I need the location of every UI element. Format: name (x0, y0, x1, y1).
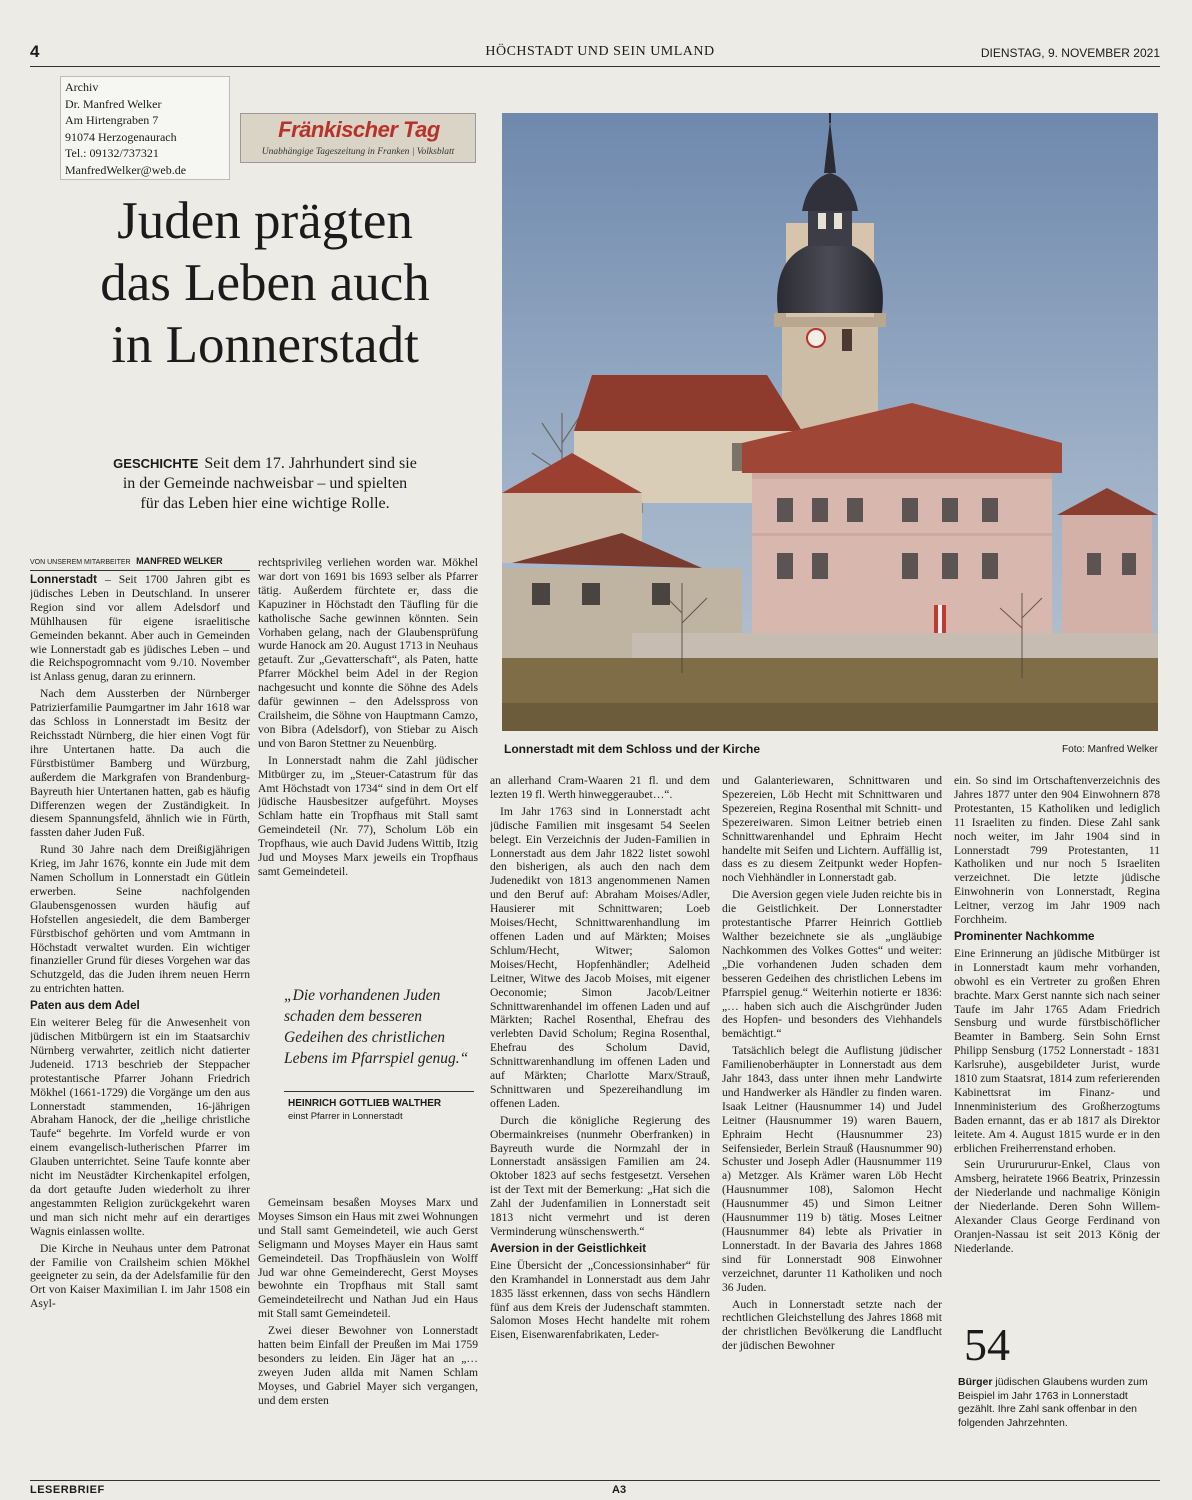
byline (30, 556, 223, 566)
footer-rule (30, 1480, 1160, 1481)
paragraph: In Lonnerstadt nahm die Zahl jüdischer Mitbürger zu, im „Steuer-Catastrum für das Amt Höchstadt von 1734“ sind in dem Ort elf jüdische Hausbesitzer aufgeführt. Moyses Schlam hatte ein Tropfhaus mit Stall samt Gemeindeteil (Nr. 77), Scholum Löb ein Tropfhaus, wie auch David Judens Wittib, Itzig Jud und Moyses Marx jeweils ein Tropfhaus samt Gemeindeteil. (258, 753, 478, 878)
deck-line: für das Leben hier eine wichtige Rolle. (140, 495, 390, 512)
quote-author: HEINRICH GOTTLIEB WALTHER (288, 1098, 442, 1109)
paragraph: Auch in Lonnerstadt setzte nach der rechtlichen Gleichstellung des Jahres 1868 mit der christlichen Bevölkerung die Landflucht der jüdischen Bewohner (722, 1297, 942, 1353)
paragraph: Tatsächlich belegt die Auflistung jüdischer Familienoberhäupter in Lonnerstadt aus dem Jahr 1843, dass unter ihnen mehr Landwirte und Handwerker als Händler zu finden waren. Isaak Leitner (Hausnummer 14) und Judel Leitner (Hausnummer 19) waren Bauern, Ephraim Hecht (Hausnummer 23) Seifensieder, Berlein Strauß (Hausnummer 90) Schuster und Joseph Adler (Hausnummer 119 a) Metzger. Als Krämer waren Löb Hecht (Hausnummer 108), Salomon Hecht (Hausnummer 45) und Simon Leitner (Hausnummer 119 b) tätig. Moses Leitner (Hausnummer 84) lebte als Privatier in Lonnerstadt. In der Bavaria des Jahres 1868 sind für Lonnerstadt 908 Einwohner verzeichnet, darunter 11 Katholiken und noch 36 Juden. (722, 1044, 942, 1294)
masthead-tagline: Unabhängige Tageszeitung in Franken | Volksblatt (261, 147, 455, 157)
byline-author: MANFRED WELKER (136, 556, 223, 566)
footer-left: LESERBRIEF (30, 1484, 105, 1496)
article-column-3 (490, 774, 710, 1474)
stamp-line: Archiv (65, 80, 99, 94)
photo-lonnerstadt-castle-church (502, 113, 1158, 731)
article-photo (502, 113, 1158, 731)
stamp-line: Tel.: 09132/737321 (65, 146, 159, 160)
fact-box (958, 1320, 1158, 1430)
paragraph: Ein weiterer Beleg für die Anwesenheit von jüdischen Mitbürgern ist ein im Staatsarchiv Nürnberg verwahrter, zeitlich nicht datierter Judeneid. 1713 beschrieb der Steppacher protestantische Pfarrer Johann Friedrich Mökhel (1661-1729) die Vorgänge um den aus Lonnerstadt stammenden, 16-jährigen Abraham Hanock, der die „heilige christliche Taufe“ begehrte. Im Vorfeld wurde er von einem evangelisch-lutherischen Pfarrer im Glauben unterrichtet. Seine Taufe konnte aber nicht im Neustädter Kirchenkapitel erfolgen, da dort getaufte Juden wiederholt zu ihrer angestammten Religion zurückgekehrt waren und man sich nicht mehr auf ein derartiges Wagnis einlassen wollte. (30, 1016, 250, 1238)
article-column-2b (258, 1196, 478, 1476)
subheading: Prominenter Nachkomme (954, 929, 1095, 943)
paragraph: ein. So sind im Ortschaftenverzeichnis des Jahres 1877 unter den 904 Einwohnern 878 Protestanten, 15 Katholiken und lediglich 11 Israeliten zu finden. Diese Zahl sank noch weiter, im Jahr 1904 sind in Lonnerstadt 799 Protestanten, 11 Katholiken und nur noch 5 Israeliten verzeichnet. Die letzte jüdische Einwohnerin von Lonnerstadt, Regina Leitner, verzog im Jahr 1909 nach Forchheim. (954, 774, 1160, 927)
paragraph: Lonnerstadt – Seit 1700 Jahren gibt es jüdisches Leben in Deutschland. In unserer Region sind vor allem Adelsdorf und Mühlhausen für eigene israelitische Gemeinden bekannt. Aber auch in Gemeinden wie Lonnerstadt gab es jüdisches Leben – und die Reichspogromnacht vom 9./10. November ist Anlass genug, daran zu erinnern. (30, 573, 250, 684)
paragraph: Rund 30 Jahre nach dem Dreißigjährigen Krieg, im Jahr 1676, konnte ein Jude mit dem Namen Schollum in Lonnerstadt ein Gütlein erwerben. Seine nachfolgenden Glaubensgenossen wurden häufig auf Hofstellen angesiedelt, die dem Bamberger Fürstbischof gehörten und vom Amtmann in Höchstadt verwaltet wurden. Ein wichtiger finanzieller Grund für dieses Vorgehen war das Schutzgeld, das die Juden ihrem neuen Herrn zu entrichten hatten. (30, 843, 250, 996)
subheading: Aversion in der Geistlichkeit (490, 1241, 647, 1255)
page-number: 4 (30, 42, 40, 61)
headline-line: Juden prägten (117, 192, 413, 250)
deck-line: in der Gemeinde nachweisbar – und spielten (122, 475, 408, 492)
masthead-name: Fränkischer Tag (278, 117, 440, 142)
article-column-2 (258, 556, 478, 974)
quote-rule (284, 1091, 474, 1092)
byline-prefix: VON UNSEREM MITARBEITER (30, 559, 131, 566)
paragraph: Gemeinsam besaßen Moyses Marx und Moyses Simson ein Haus mit zwei Wohnungen und Stall samt Gemeindeteil, wie auch Gerst Seligmann und Moyses Mayer ein Haus samt Gemeindeteil. Das Tropfhäuslein von Wolff Jud war ohne Gemeinderecht, Gerst Moyses bewohnte ein Tropfhaus mit Stall samt Gemeindeteilrecht und Nathan Jud ein Haus mit Stall samt Gemeindeteil. (258, 1196, 478, 1321)
fact-number: 54 (964, 1319, 1010, 1370)
paragraph: und Galanteriewaren, Schnittwaren und Spezereien, Löb Hecht mit Schnittwaren und Spezereien, Regina Rosenthal mit Schnitt- und Spezereiwaren. Simon Leitner betrieb einen Schnittwarenhandel und Ephraim Hecht handelte mit Seifen und Lichtern. Auffällig ist, dass es zu diesem Zeitpunkt weder Hopfen- noch Viehhändler in Lonnerstadt gab. (722, 774, 942, 885)
deck-kicker: GESCHICHTE (113, 456, 199, 471)
stamp-line: ManfredWelker@web.de (65, 162, 187, 177)
headline-line: in Lonnerstadt (111, 316, 419, 374)
paragraph: Die Kirche in Neuhaus unter dem Patronat der Familie von Crailsheim schien Mökhel geeigneter zu sein, da der Adelsfamilie für den Ort von Kaiser Maximilian I. im Jahr 1508 ein Asyl- (30, 1241, 250, 1311)
masthead-logo (240, 113, 476, 163)
deck-line: Seit dem 17. Jahrhundert sind sie (204, 455, 417, 472)
paragraph: Nach dem Aussterben der Nürnberger Patrizierfamilie Paumgartner im Jahr 1618 war das Schloss in Lonnerstadt im Besitz der Reichsstadt Nürnberg, die hier einen Vogt für ihre Untertanen hatte. Da auch die Fürstbistümer Bamberg und Würzburg, außerdem die Markgrafen von Brandenburg-Bayreuth hier Untertanen hatten, gab es häufig Differenzen wegen der Zuständigkeit. In diesem Spannungsfeld, ähnlich wie in Fürth, fassten daher Juden Fuß. (30, 687, 250, 840)
issue-date: DIENSTAG, 9. NOVEMBER 2021 (980, 46, 1160, 60)
paragraph: Eine Übersicht der „Concessionsinhaber“ für den Kramhandel in Lonnerstadt aus dem Jahr 1835 lässt erkennen, dass von sechs Händlern fünf aus dem Kreis der Judenschaft stammten. Salomon Moses Hecht handelte mit rohem Eisen, Eisenwarenfabrikaten, Leder- (490, 1258, 710, 1342)
paragraph: Durch die königliche Regierung des Obermainkreises (nunmehr Oberfranken) in Bayreuth wurde die Normzahl der in Lonnerstadt ansässigen Familien am 24. Oktober 1823 auf sechs festgesetzt. Versehen ist der Text mit der Bemerkung: „Hat sich die Zahl der Judenfamilien in Lonnerstadt seit 1813 nicht vermehrt und ist deren Verminderung wünschenswerth.“ (490, 1113, 710, 1238)
quote-text: „Die vorhandenen Juden schaden dem besseren Gedeihen des christlichen Lebens im Pfarrspiel genug.“ (284, 987, 469, 1067)
article-column-5 (954, 774, 1160, 1314)
fact-lead: Bürger (958, 1376, 993, 1388)
byline-rule (30, 570, 250, 571)
stamp-line: Dr. Manfred Welker (65, 96, 162, 111)
photo-credit: Foto: Manfred Welker (1062, 744, 1158, 755)
paragraph: Zwei dieser Bewohner von Lonnerstadt hatten beim Einfall der Preußen im Mai 1759 besonders zu leiden. Ein Jäger hat an „…zweyen Juden allda mit Namen Schlam Moyses, und Gabriel Mayer sich vergangen, und dem ersten (258, 1324, 478, 1407)
paragraph: an allerhand Cram-Waaren 21 fl. und dem lezten 19 fl. Werth hinweggeraubet…“. (490, 774, 710, 801)
section-title: HÖCHSTADT UND SEIN UMLAND (485, 44, 715, 59)
paragraph: rechtsprivileg verliehen worden war. Mökhel war dort von 1691 bis 1693 selber als Pfarrer tätig. Außerdem fürchtete er, dass die Kapuziner in Höchstadt den Täufling für die katholische Sache gewinnen könnten. Sein Vorhaben gelang, nach der Glaubensprüfung wurde Hanock am 20. August 1713 in Neuhaus getauft. Zur „Gevatterschaft“, als Paten, hatte Pfarrer Möckhel beim Adel in der Region nachgesucht und konnte die Söhne des Adels dafür gewinnen – den Adelsspross von Crailsheim, die Söhne von Hauptmann Camzo, von Bibra (Adelsdorf), von Stiebar zu Aisch und von Baron Stettner zu Neuenbürg. (258, 556, 478, 750)
paragraph: Eine Erinnerung an jüdische Mitbürger ist in Lonnerstadt kaum mehr vorhanden, obwohl es ein Vertreter zu großen Ehren brachte. Marx Gerst nannte sich nach seiner Taufe im Jahr 1765 Adam Friedrich Sensburg und wurde fürstbischöflicher Beamter in Bamberg. Sein Sohn Ernst Philipp Sensburg (1752 Lonnerstadt - 1831 Karlsruhe), ausgebildeter Jurist, wurde 1810 zum Staatsrat, 1814 zum referierenden Kabinettsrat im Finanz- und Innenministerium des Großherzogtums Baden ernannt, das er ab 1817 als Direktor leitete. Am 4. August 1815 wurde er in den erblichen Freiherrenstand erhoben. (954, 946, 1160, 1155)
article-column-4 (722, 774, 942, 1474)
stamp-line: Am Hirtengraben 7 (65, 113, 159, 127)
pull-quote (264, 985, 474, 1122)
paragraph: Im Jahr 1763 sind in Lonnerstadt acht jüdische Familien mit insgesamt 54 Seelen belegt. Ein Verzeichnis der Juden-Familien in Lonnerstadt aus dem Jahr 1822 listet sowohl den bisherigen, als auch den nach dem Judenedikt von 1813 angenommenen Namen und den Beruf auf: Abraham Moises/Adler, Hausierer mit Schnittwaren; Loeb Moises/Hecht, Schnittwarenhandlung im offenen Laden und auf Märkten; Moises Schlum/Hecht, Witwer; Salomon Moises/Hecht, Hopfenhändler; Adelheid Leitner, Witwe des Jacob Moises, mit eigener Oeconomie; Simon Jacob/Leitner Schnittwarenhandel im offenen Laden und auf Märkten; Rachel Rosenthal, Ehefrau des verlebten David Scholum; Regina Rosenthal, Ehefrau des Scholum David, Schnittwarenhandlung im offenen Laden und auf Märkten; Charlotte Marx/Strauß, Schnittwaren und Spezereihandlung im offenen Laden. (490, 804, 710, 1110)
photo-caption: Lonnerstadt mit dem Schloss und der Kirche (504, 742, 761, 756)
footer-page-code: A3 (612, 1484, 627, 1496)
quote-role: einst Pfarrer in Lonnerstadt (288, 1111, 403, 1122)
dateline: Lonnerstadt (30, 573, 97, 586)
archive-stamp (60, 76, 230, 180)
paragraph: Die Aversion gegen viele Juden reichte bis in die Geistlichkeit. Der Lonnerstadter protestantische Pfarrer Heinrich Gottlieb Walther bezeichnete sie als „ungläubige Nachkommen des Volkes Gottes“ und weiter: „Die vorhandenen Juden schaden dem besseren Gedeihen des christlichen Lebens im Pfarrspiel genug.“ Weiterhin notierte er 1836: „… haben sich auch die Aischgründer Juden des Hopfen- und besonders des Viehhandels bemächtigt.“ (722, 888, 942, 1041)
headline (40, 190, 490, 376)
header-rule (30, 66, 1160, 67)
deck (40, 454, 490, 514)
fact-text: Bürger jüdischen Glaubens wurden zum Beispiel im Jahr 1763 in Lonnerstadt gezählt. Ihre Zahl sank offenbar in den folgenden Jahrzehnten. (958, 1376, 1148, 1429)
headline-line: das Leben auch (100, 254, 430, 312)
stamp-line: 91074 Herzogenaurach (65, 129, 177, 144)
article-column-1 (30, 573, 250, 1473)
paragraph: Sein Urururururur-Enkel, Claus von Amsberg, heiratete 1966 Beatrix, Prinzessin der Niederlande und nachmalige Königin der Niederlande. Deren Sohn Willem-Alexander Claus George Ferdinand von Oranjen-Nassau ist seit 2013 König der Niederlande. (954, 1158, 1160, 1255)
subheading: Paten aus dem Adel (30, 999, 140, 1013)
